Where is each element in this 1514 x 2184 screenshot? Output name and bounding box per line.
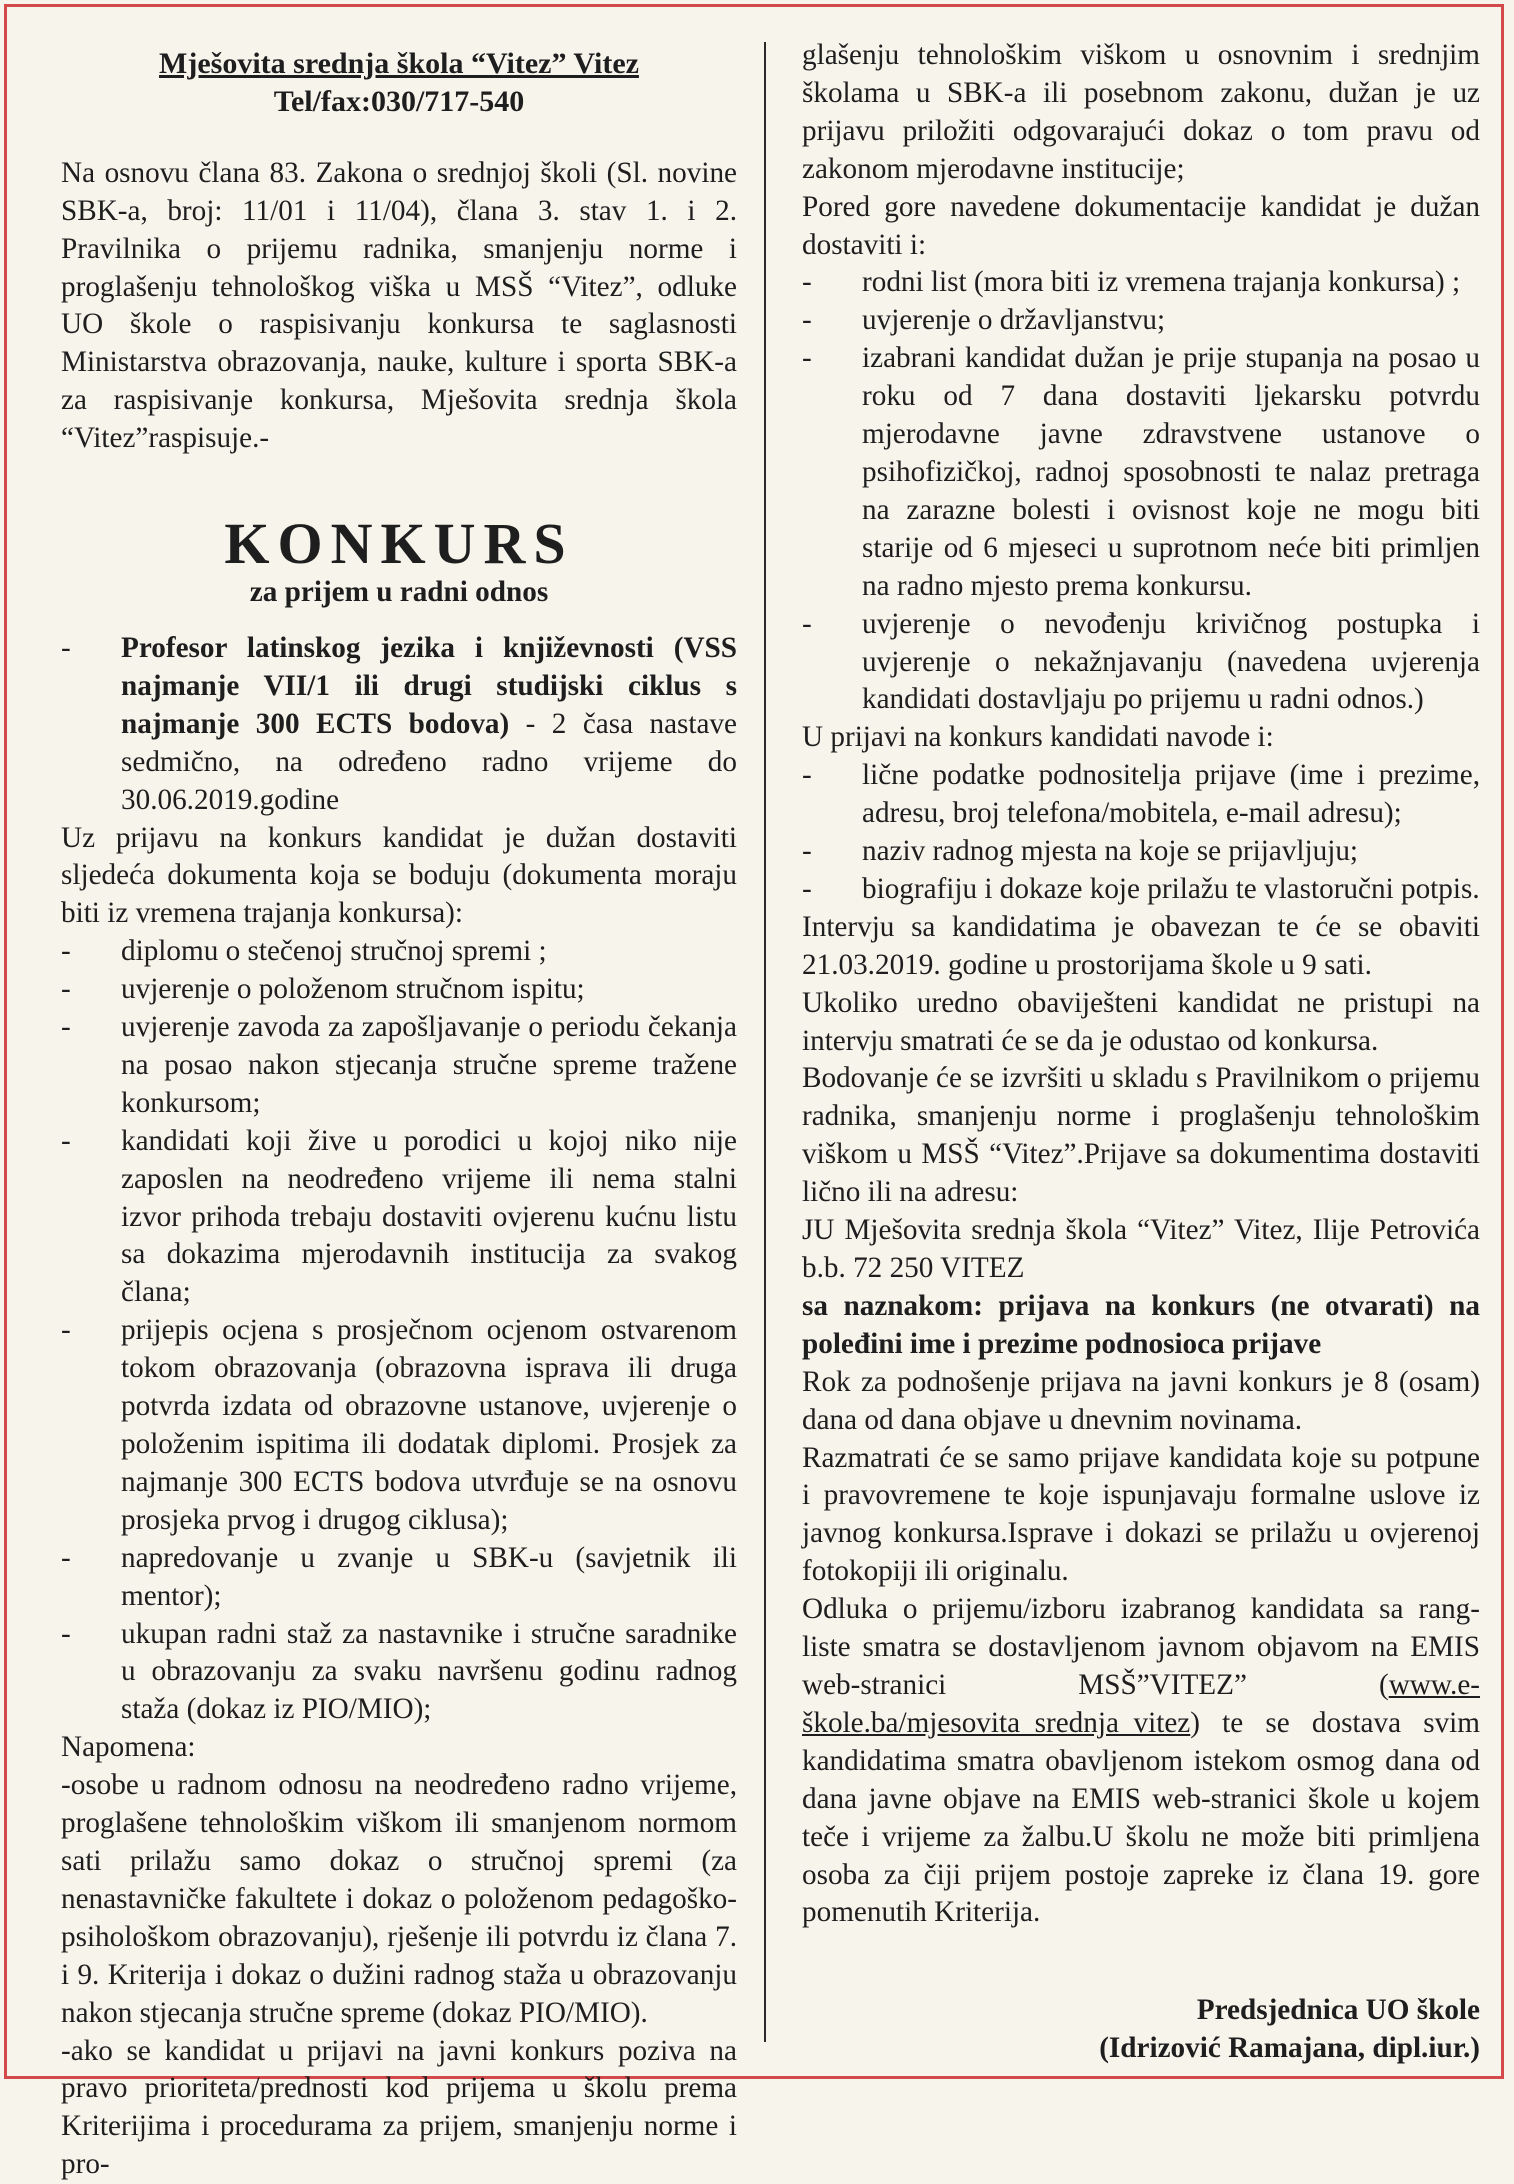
list-item: - uvjerenje o državljanstvu;: [802, 302, 1480, 340]
docs-intro: Uz prijavu na konkurs kandidat je dužan dostaviti sljedeća dokumenta koja se boduju (dokumenta moraju biti iz vremena trajanja konkursa):: [61, 820, 737, 934]
decision-text: ) te se dostava svim kandidatima smatra obavljenom istekom osmog dana od dana javne objave na EMIS web-stranici škole u kojem teče i vrijeme za žalbu.U školu ne može biti primljena osoba za čiji prijem postoje zapreke iz člana 19. gore pomenutih Kriterija.: [802, 1707, 1480, 1929]
position-details: - 2 časa nastave sedmično, na određeno radno vrijeme do 30.06.2019.godine: [121, 708, 737, 816]
school-name: Mješovita srednja škola “Vitez” Vitez: [61, 45, 737, 83]
column-divider: [764, 42, 766, 2042]
position-item: [61, 630, 737, 820]
left-column: [61, 45, 737, 2184]
note-paragraph: -osobe u radnom odnosu na neodređeno radno vrijeme, proglašene tehnološkim viškom ili smanjenom normom sati prilažu samo dokaz o stručnoj spremi (za nenastavničke fakultete i dokaz o položenom pedagoško-psihološkom obrazovanju), rješenje ili potvrdu iz člana 7. i 9. Kriterija i dokaz o dužini radnog staža u obrazovanju nakon stjecanja stručne spreme (dokaz PIO/MIO).: [61, 1767, 737, 2032]
decision-text: Odluka o prijemu/izboru izabranog kandidata sa rang-liste smatra se dostavljenom javnom objavom na EMIS web-stranici MSŠ”VITEZ” (: [802, 1593, 1480, 1701]
right-column: [802, 37, 1480, 2068]
newspaper-clipping: [4, 4, 1504, 2079]
signature-title: Predsjednica UO škole: [802, 1992, 1480, 2030]
list-item: - naziv radnog mjesta na koje se prijavljuju;: [802, 833, 1480, 871]
address-paragraph: JU Mješovita srednja škola “Vitez” Vitez, Ilije Petrovića b.b. 72 250 VITEZ: [802, 1212, 1480, 1288]
list-item: - izabrani kandidat dužan je prije stupanja na posao u roku od 7 dana dostaviti ljekarsku potvrdu mjerodavne javne zdravstvene ustanove o psihofizičkoj, radnoj sposobnosti te nalaz pretraga na zarazne bolesti i ovisnost koje ne mogu biti starije od 6 mjeseci u suprotnom neće biti primljen na radno mjesto prema konkursu.: [802, 340, 1480, 605]
signature-name: (Idrizović Ramajana, dipl.iur.): [802, 2030, 1480, 2068]
list-item: - napredovanje u zvanje u SBK-u (savjetnik ili mentor);: [61, 1540, 737, 1616]
decision-paragraph: [802, 1591, 1480, 1932]
page-title: KONKURS: [61, 514, 737, 574]
list-item: - diplomu o stečenoj stručnoj spremi ;: [61, 933, 737, 971]
list-item: - biografiju i dokaze koje prilažu te vlastoručni potpis.: [802, 871, 1480, 909]
absent-paragraph: Ukoliko uredno obaviješteni kandidat ne pristupi na intervju smatrati će se da je odustao od konkursa.: [802, 985, 1480, 1061]
position-title: Profesor latinskog jezika i književnosti (VSS najmanje VII/1 ili drugi studijski ciklus s najmanje 300 ECTS bodova): [121, 632, 737, 740]
list-item: - lične podatke podnositelja prijave (ime i prezime, adresu, broj telefona/mobitela, e-mail adresu);: [802, 757, 1480, 833]
apply-intro: U prijavi na konkurs kandidati navode i:: [802, 719, 1480, 757]
continued-paragraph: glašenju tehnološkim viškom u osnovnim i srednjim školama u SBK-a ili posebnom zakonu, dužan je uz prijavu priložiti odgovarajući dokaz o tom pravu od zakonom mjerodavne institucije;: [802, 37, 1480, 189]
emis-link[interactable]: www.e-škole.ba/mjesovita_srednja_vitez: [802, 1669, 1480, 1739]
scoring-paragraph: Bodovanje će se izvršiti u skladu s Pravilnikom o prijemu radnika, smanjenju norme i proglašenju tehnološkim viškom u MSŠ “Vitez”.Prijave sa dokumentima dostaviti lično ili na adresu:: [802, 1060, 1480, 1212]
deadline-paragraph: Rok za podnošenje prijava na javni konkurs je 8 (osam) dana od dana objave u dnevnim novinama.: [802, 1364, 1480, 1440]
note-label: Napomena:: [61, 1729, 737, 1767]
page-subtitle: za prijem u radni odnos: [61, 574, 737, 612]
list-item: - uvjerenje zavoda za zapošljavanje o periodu čekanja na posao nakon stjecanja stručne spreme tražene konkursom;: [61, 1009, 737, 1123]
school-phone: Tel/fax:030/717-540: [61, 83, 737, 121]
interview-paragraph: Intervju sa kandidatima je obavezan te će se obaviti 21.03.2019. godine u prostorijama škole u 9 sati.: [802, 909, 1480, 985]
note-paragraph: -ako se kandidat u prijavi na javni konkurs poziva na pravo prioriteta/prednosti kod prijema u školu prema Kriterijima i procedurama za prijem, smanjenju norme i pro-: [61, 2033, 737, 2184]
extra-docs-intro: Pored gore navedene dokumentacije kandidat je dužan dostaviti i:: [802, 189, 1480, 265]
list-item: - uvjerenje o položenom stručnom ispitu;: [61, 971, 737, 1009]
intro-paragraph: Na osnovu člana 83. Zakona o srednjoj školi (Sl. novine SBK-a, broj: 11/01 i 11/04), člana 3. stav 1. i 2. Pravilnika o prijemu radnika, smanjenju norme i proglašenju tehnološkog viška u MSŠ “Vitez”, odluke UO škole o raspisivanju konkursa te saglasnosti Ministarstva obrazovanja, nauke, kulture i sporta SBK-a za raspisivanje konkursa, Mješovita srednja škola “Vitez”raspisuje.-: [61, 155, 737, 458]
list-item: - prijepis ocjena s prosječnom ocjenom ostvarenom tokom obrazovanja (obrazovna isprava ili druga potvrda izdata od obrazovne ustanove, uvjerenje o položenim ispitima ili dodatak diplomi. Prosjek za najmanje 300 ECTS bodova utvrđuje se na osnovu prosjeka prvog i drugog ciklusa);: [61, 1312, 737, 1539]
signature-block: [802, 1992, 1480, 2068]
list-item: - rodni list (mora biti iz vremena trajanja konkursa) ;: [802, 264, 1480, 302]
marking-paragraph: sa naznakom: prijava na konkurs (ne otvarati) na poleđini ime i prezime podnosioca prijave: [802, 1288, 1480, 1364]
list-item: - uvjerenje o nevođenju krivičnog postupka i uvjerenje o nekažnjavanju (navedena uvjerenja kandidati dostavljaju po prijemu u radni odnos.): [802, 606, 1480, 720]
list-item: - ukupan radni staž za nastavnike i stručne saradnike u obrazovanju za svaku navršenu godinu radnog staža (dokaz iz PIO/MIO);: [61, 1616, 737, 1730]
consider-paragraph: Razmatrati će se samo prijave kandidata koje su potpune i pravovremene te koje ispunjavaju formalne uslove iz javnog konkursa.Isprave i dokazi se prilažu u ovjerenoj fotokopiji ili originalu.: [802, 1440, 1480, 1592]
list-item: - kandidati koji žive u porodici u kojoj niko nije zaposlen na neodređeno vrijeme ili nema stalni izvor prihoda trebaju dostaviti ovjerenu kućnu listu sa dokazima mjerodavnih institucija za svakog člana;: [61, 1123, 737, 1313]
